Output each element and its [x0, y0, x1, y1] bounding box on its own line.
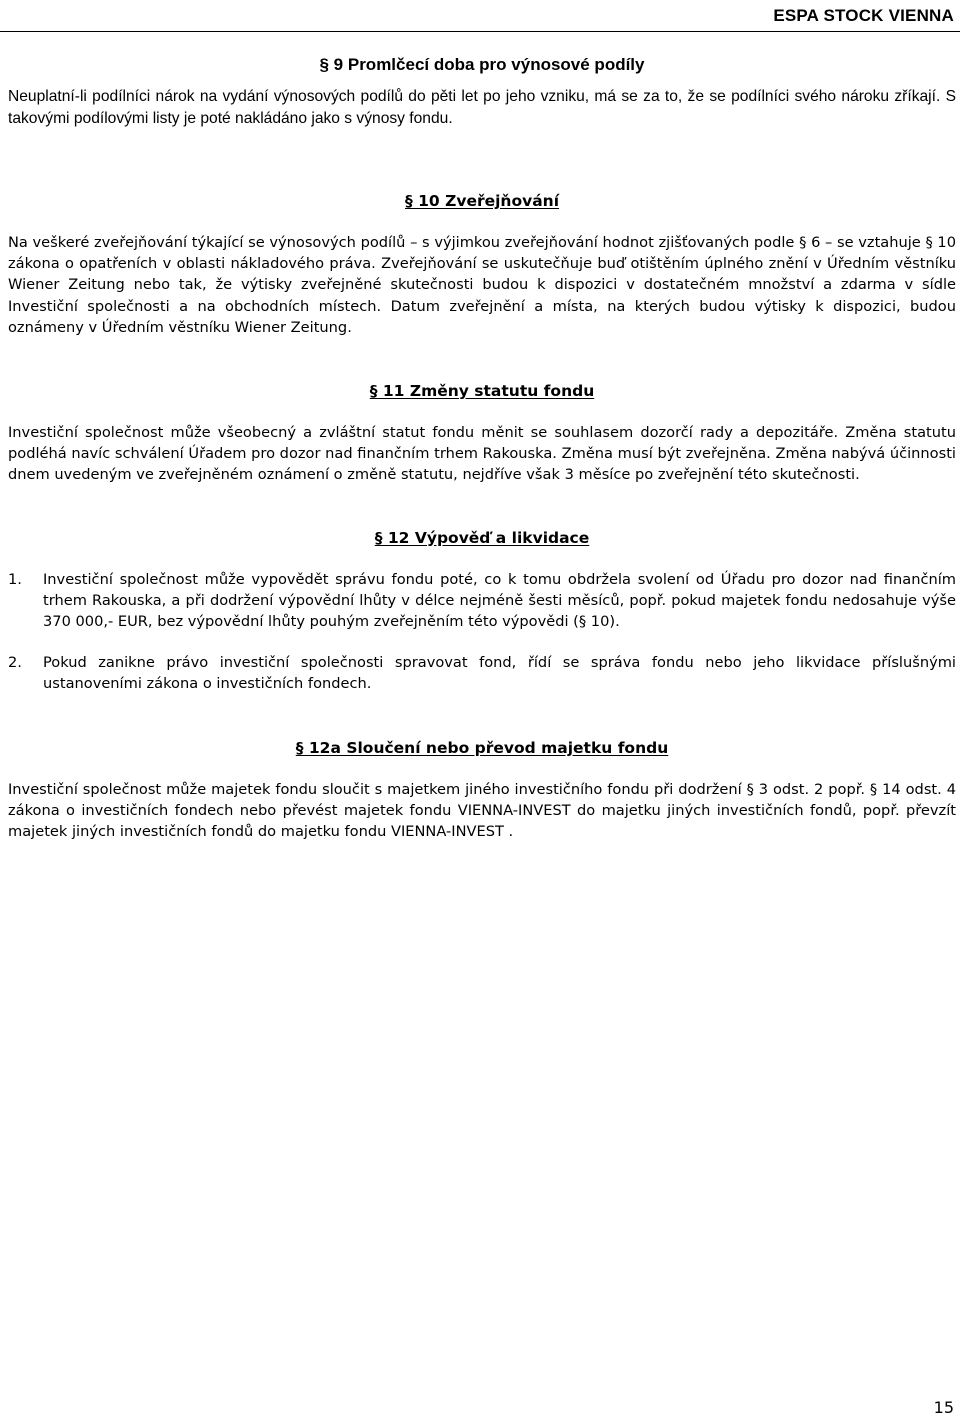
- item-text: Pokud zanikne právo investiční společnosti spravovat fond, řídí se správa fondu nebo jeho likvidace příslušnými ustanoveními zákona o investičních fondech.: [43, 654, 956, 693]
- document-header: ESPA STOCK VIENNA: [773, 6, 954, 25]
- section-12-item-1: [8, 569, 956, 633]
- section-12a-heading: § 12a Sloučení nebo převod majetku fondu: [295, 738, 669, 757]
- section-12-heading: § 12 Výpověď a likvidace: [374, 528, 590, 547]
- header-divider: [0, 31, 960, 32]
- section-11-paragraph: Investiční společnost může všeobecný a zvláštní statut fondu měnit se souhlasem dozorčí rady a depozitáře. Změna statutu podléhá navíc schválení Úřadem pro dozor nad finančním trhem Rakouska. Změna musí být zveřejněna. Změna nabývá účinnosti dnem uvedeným ve zveřejněném oznámení o změně statutu, nejdříve však 3 měsíce po zveřejnění této skutečnosti.: [8, 424, 956, 484]
- section-12a-paragraph: Investiční společnost může majetek fondu sloučit s majetkem jiného investičního fondu při dodržení § 3 odst. 2 popř. § 14 odst. 4 zákona o investičních fondech nebo převést majetek fondu VIENNA-INVEST do majetku jiných investičních fondů, popř. převzít majetek jiných investičních fondů do majetku fondu VIENNA-INVEST .: [8, 780, 956, 841]
- item-number: 2.: [8, 654, 22, 672]
- section-10-heading: § 10 Zveřejňování: [404, 192, 560, 210]
- item-text: Investiční společnost může vypovědět správu fondu poté, co k tomu obdržela svolení od Úřadu pro dozor nad finančním trhem Rakouska, a při dodržení výpovědní lhůty v délce nejméně šesti měsíců, popř. pokud majetek fondu nedosahuje výše 370 000,- EUR, bez výpovědní lhůty pouhým zveřejněním této výpovědi (§ 10).: [43, 570, 956, 631]
- section-9-paragraph: Neuplatní-li podílníci nárok na vydání výnosových podílů do pěti let po jeho vzniku, má se za to, že se podílníci svého nároku zříkají. S takovými podílovými listy je poté nakládáno jako s výnosy fondu.: [8, 88, 956, 127]
- item-number: 1.: [8, 570, 22, 588]
- page-number: 15: [933, 1398, 954, 1417]
- document-body: [8, 50, 956, 842]
- section-10-paragraph: Na veškeré zveřejňování týkající se výnosových podílů – s výjimkou zveřejňování hodnot zjišťovaných podle § 6 – se vztahuje § 10 zákona o opatřeních v oblasti nákladového práva. Zveřejňování se uskutečňuje buď otištěním úplného znění v Úředním věstníku Wiener Zeitung nebo tak, že výtisky zveřejněné skutečnosti budou k dispozici v dostatečném množství a zdarma v sídle Investiční společnosti a na obchodních místech. Datum zveřejnění a místa, na kterých budou výtisky k dispozici, budou oznámeny v Úředním věstníku Wiener Zeitung.: [8, 234, 956, 336]
- section-9-heading: § 9 Promlčecí doba pro výnosové podíly: [319, 55, 645, 74]
- section-11-heading: § 11 Změny statutu fondu: [369, 382, 595, 401]
- section-12-item-2: [8, 652, 956, 694]
